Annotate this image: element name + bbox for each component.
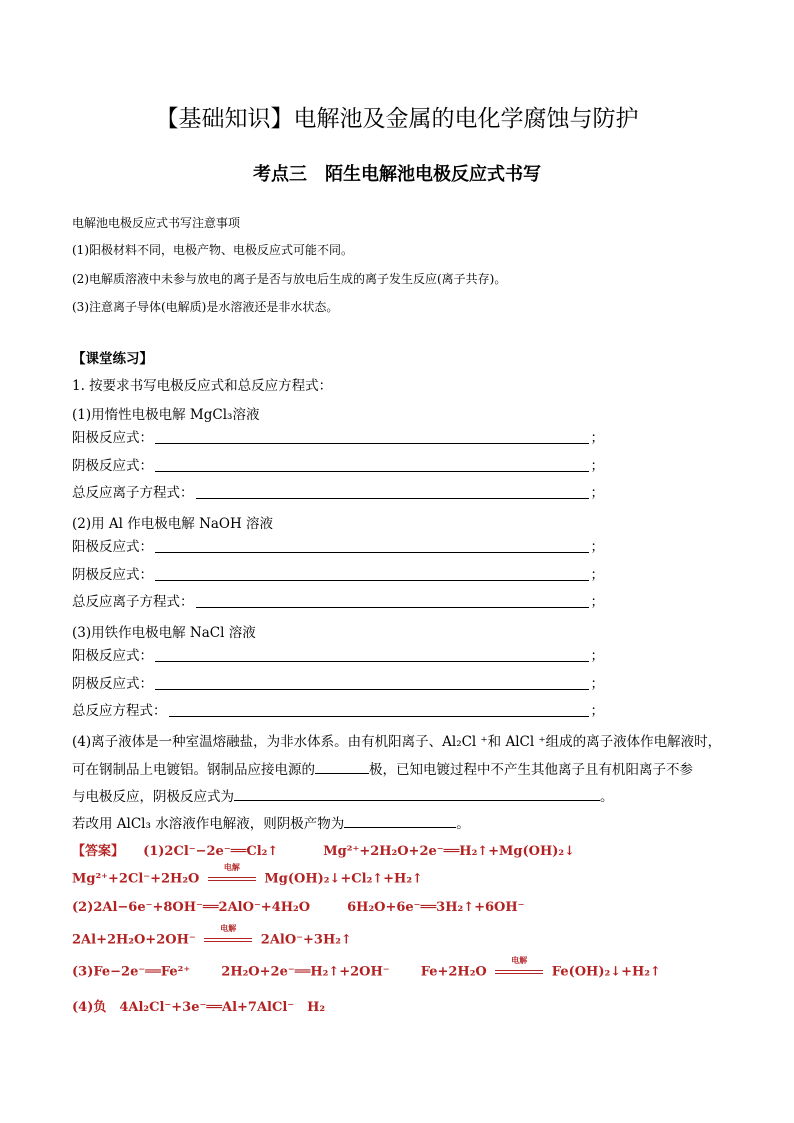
answer-line-5: (3)Fe−2e⁻══Fe²⁺ 2H₂O+2e⁻══H₂↑+2OH⁻ Fe+2H₂O 电解 Fe(OH)₂↓+H₂↑	[72, 955, 661, 980]
answer-line-2-cathode[interactable]: 阴极反应式： ；	[72, 567, 604, 583]
blank-line	[155, 660, 589, 662]
practice-heading: 【课堂练习】	[72, 351, 153, 367]
answer-line-3-cathode[interactable]: 阴极反应式： ；	[72, 676, 604, 692]
blank-line	[155, 688, 589, 690]
note-item-2: (2)电解质溶液中未参与放电的离子是否与放电后生成的离子发生反应(离子共存)。	[72, 272, 507, 286]
answer-line-2-total[interactable]: 总反应离子方程式： ；	[72, 594, 604, 610]
blank-line	[155, 470, 589, 472]
answer-line-4: 2Al+2H₂O+2OH⁻ 电解 2AlO⁻+3H₂↑	[72, 923, 352, 948]
answer-line-2: Mg²⁺+2Cl⁻+2H₂O 电解 Mg(OH)₂↓+Cl₂↑+H₂↑	[72, 862, 423, 887]
question-1: 1. 按要求书写电极反应式和总反应方程式：	[72, 378, 333, 394]
answer-line-2-anode[interactable]: 阳极反应式： ；	[72, 539, 604, 555]
blank-line	[169, 715, 589, 717]
subquestion-4-line-3: 与电极反应，阴极反应式为 。	[72, 789, 614, 805]
note-item-1: (1)阳极材料不同，电极产物、电极反应式可能不同。	[72, 243, 354, 257]
answer-line-6: (4)负 4Al₂Cl⁻+3e⁻══Al+7AlCl⁻ H₂	[72, 1000, 326, 1015]
answer-line-1: 【答案】 (1)2Cl⁻−2e⁻══Cl₂↑ Mg²⁺+2H₂O+2e⁻══H₂↑+Mg(OH)₂↓	[72, 844, 576, 859]
subquestion-4-line-1: (4)离子液体是一种室温熔融盐，为非水体系。由有机阳离子、Al₂Cl ⁺和 AlCl ⁺组成的离子液体作电解液时，	[72, 734, 722, 750]
electrolysis-condition: 电解	[208, 871, 256, 887]
electrolysis-condition: 电解	[495, 964, 543, 980]
note-item-3: (3)注意离子导体(电解质)是水溶液还是非水状态。	[72, 300, 339, 314]
page-subtitle: 考点三 陌生电解池电极反应式书写	[253, 164, 541, 185]
fill-blank-cathode-equation[interactable]	[234, 788, 600, 801]
answer-line-1-anode[interactable]: 阳极反应式： ；	[72, 428, 604, 446]
notes-heading: 电解池电极反应式书写注意事项	[72, 216, 241, 230]
answer-line-3: (2)2Al−6e⁻+8OH⁻══2AlO⁻+4H₂O 6H₂O+6e⁻══3H₂↑+6OH⁻	[72, 900, 525, 915]
answer-line-3-anode[interactable]: 阳极反应式： ；	[72, 648, 604, 664]
subquestion-1: (1)用惰性电极电解 MgCl₃溶液	[72, 407, 260, 423]
answer-label: 【答案】	[72, 844, 125, 859]
blank-line	[155, 442, 589, 444]
subquestion-3: (3)用铁作电极电解 NaCl 溶液	[72, 625, 256, 641]
blank-line	[196, 497, 589, 499]
answer-line-3-total[interactable]: 总反应方程式： ；	[72, 703, 604, 719]
answer-line-1-total[interactable]: 总反应离子方程式： ；	[72, 483, 604, 501]
blank-line	[196, 606, 589, 608]
cathode-label: 阴极反应式：	[72, 458, 153, 474]
subquestion-4-line-2: 可在钢制品上电镀铝。钢制品应接电源的 极，已知电镀过程中不产生其他离子且有机阳离子不参	[72, 762, 693, 778]
subquestion-2: (2)用 Al 作电极电解 NaOH 溶液	[72, 516, 274, 532]
blank-line	[155, 551, 589, 553]
page-title: 【基础知识】电解池及金属的电化学腐蚀与防护	[155, 106, 639, 132]
subquestion-4-line-4: 若改用 AlCl₃ 水溶液作电解液，则阴极产物为 。	[72, 816, 470, 832]
electrolysis-condition: 电解	[204, 932, 252, 948]
anode-label: 阳极反应式：	[72, 430, 153, 446]
blank-line	[155, 579, 589, 581]
answer-line-1-cathode[interactable]: 阴极反应式： ；	[72, 456, 604, 474]
total-ionic-label: 总反应离子方程式：	[72, 485, 194, 501]
fill-blank-cathode-product[interactable]	[344, 815, 456, 828]
fill-blank-electrode[interactable]	[315, 761, 369, 774]
